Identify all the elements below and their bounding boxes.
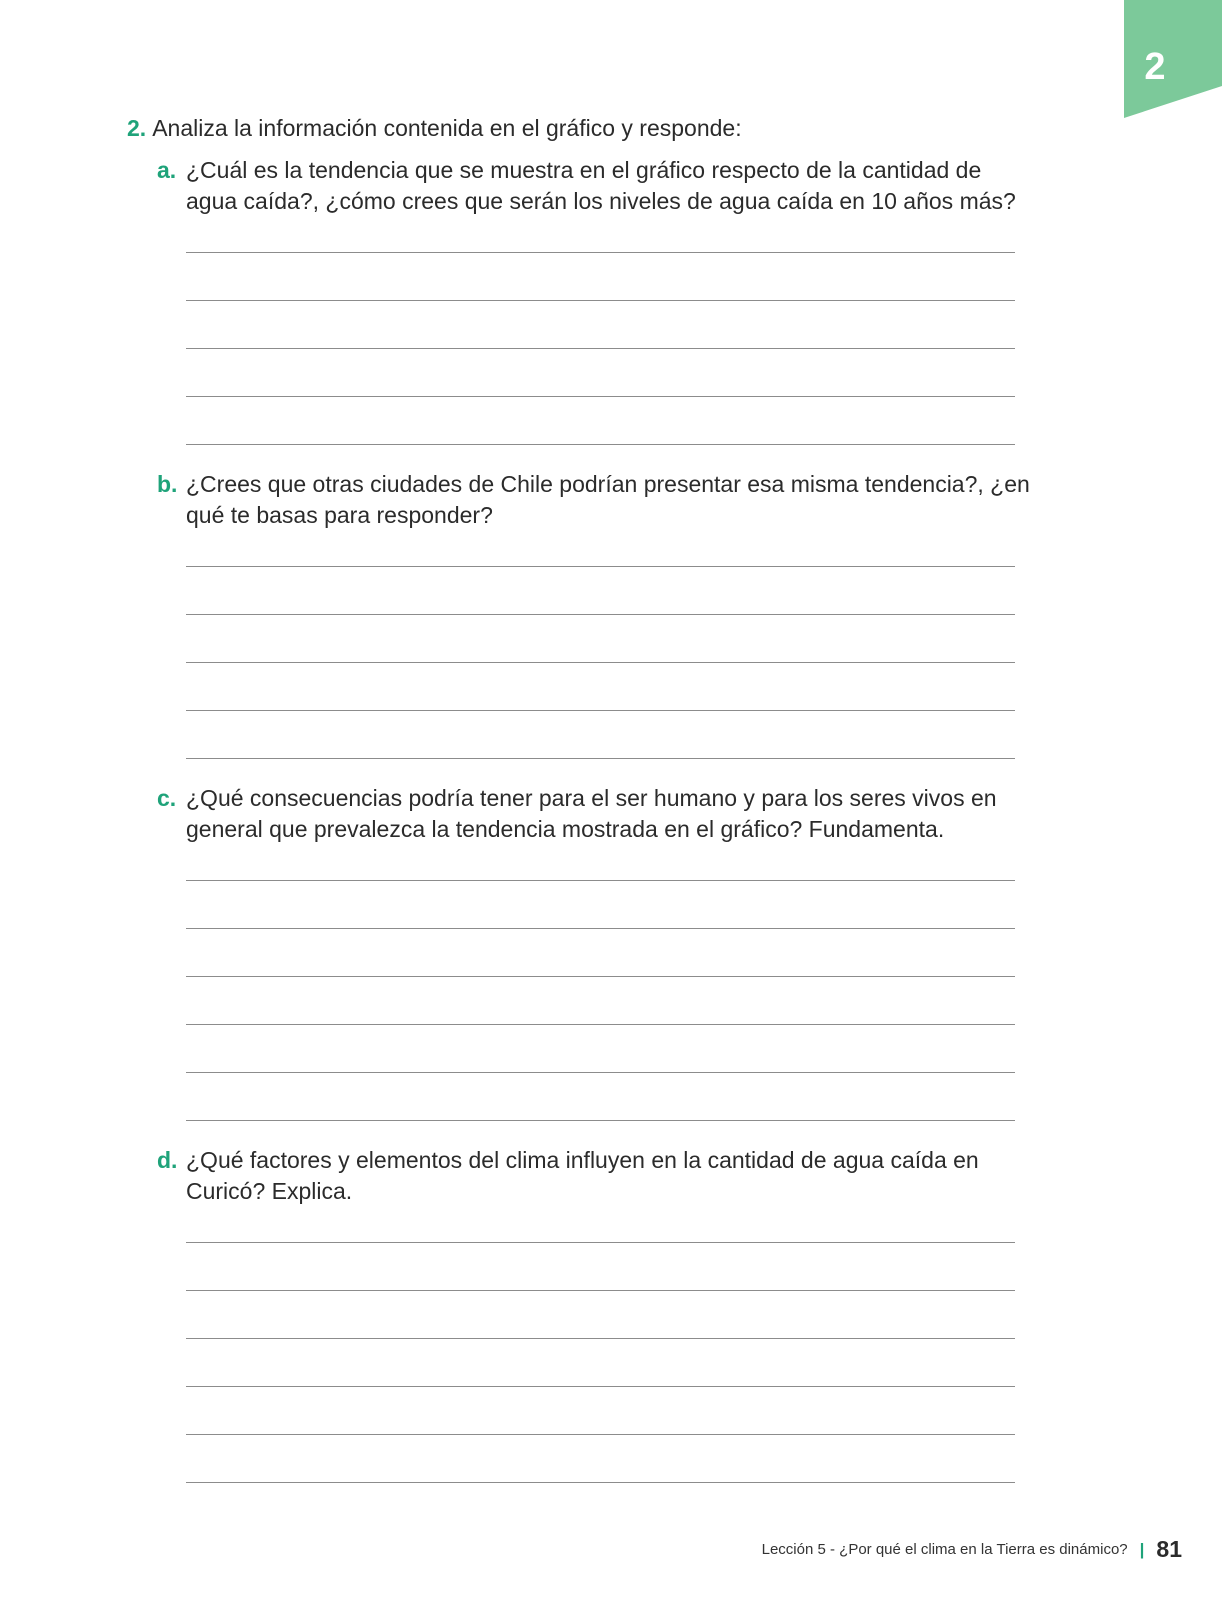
answer-line-d-1[interactable] <box>186 1242 1015 1243</box>
answer-line-c-4[interactable] <box>186 1024 1015 1025</box>
subquestion-d <box>157 1145 1037 1206</box>
answer-line-a-4[interactable] <box>186 396 1015 397</box>
answer-line-d-6[interactable] <box>186 1482 1015 1483</box>
subquestion-letter: a. <box>157 157 177 183</box>
answer-line-c-5[interactable] <box>186 1072 1015 1073</box>
subquestion-c <box>157 783 1037 844</box>
question-2 <box>127 113 742 143</box>
answer-line-c-1[interactable] <box>186 880 1015 881</box>
answer-line-a-2[interactable] <box>186 300 1015 301</box>
footer-separator: | <box>1139 1539 1145 1559</box>
answer-line-c-3[interactable] <box>186 976 1015 977</box>
subquestion-text: ¿Cuál es la tendencia que se muestra en el gráfico respecto de la cantidad de agua caída?, ¿cómo crees que serán los niveles de agua caída en 10 años más? <box>186 157 1016 214</box>
subquestion-letter: c. <box>157 785 177 811</box>
answer-line-c-6[interactable] <box>186 1120 1015 1121</box>
page-number: 81 <box>1156 1536 1182 1562</box>
question-number: 2. <box>127 115 147 141</box>
answer-line-b-2[interactable] <box>186 614 1015 615</box>
answer-line-d-2[interactable] <box>186 1290 1015 1291</box>
answer-line-b-1[interactable] <box>186 566 1015 567</box>
answer-line-c-2[interactable] <box>186 928 1015 929</box>
answer-line-d-5[interactable] <box>186 1434 1015 1435</box>
page-footer <box>762 1536 1182 1563</box>
answer-line-d-3[interactable] <box>186 1338 1015 1339</box>
subquestion-text: ¿Qué factores y elementos del clima influyen en la cantidad de agua caída en Curicó? Explica. <box>186 1147 979 1204</box>
subquestion-letter: d. <box>157 1147 178 1173</box>
answer-line-a-5[interactable] <box>186 444 1015 445</box>
question-text: Analiza la información contenida en el gráfico y responde: <box>152 115 742 141</box>
answer-line-a-1[interactable] <box>186 252 1015 253</box>
answer-line-d-4[interactable] <box>186 1386 1015 1387</box>
unit-number: 2 <box>1144 46 1166 88</box>
subquestion-text: ¿Crees que otras ciudades de Chile podrían presentar esa misma tendencia?, ¿en qué te basas para responder? <box>186 471 1030 528</box>
answer-line-b-5[interactable] <box>186 758 1015 759</box>
lesson-title: Lección 5 - ¿Por qué el clima en la Tierra es dinámico? <box>761 1541 1128 1558</box>
subquestion-b <box>157 469 1037 530</box>
answer-line-b-3[interactable] <box>186 662 1015 663</box>
subquestion-text: ¿Qué consecuencias podría tener para el ser humano y para los seres vivos en general que prevalezca la tendencia mostrada en el gráfico? Fundamenta. <box>186 785 997 842</box>
subquestion-a <box>157 155 1037 216</box>
answer-line-b-4[interactable] <box>186 710 1015 711</box>
subquestion-letter: b. <box>157 471 178 497</box>
answer-line-a-3[interactable] <box>186 348 1015 349</box>
